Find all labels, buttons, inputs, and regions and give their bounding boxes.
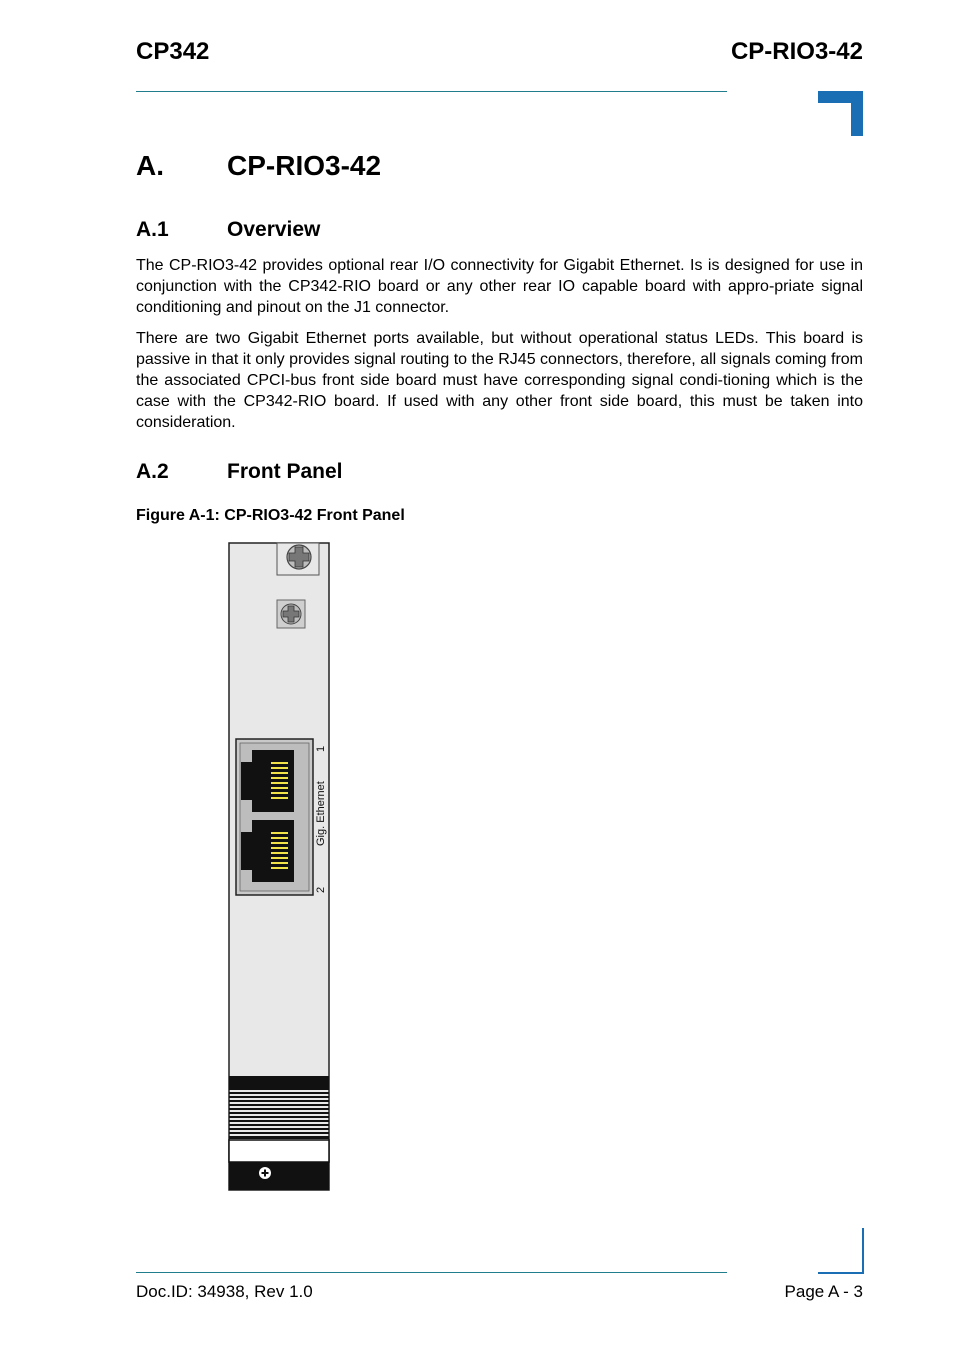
section-heading-front-panel xyxy=(136,460,343,484)
header-rule xyxy=(136,91,727,92)
footer-page-number: Page A - 3 xyxy=(784,1282,863,1301)
paragraph: The CP-RIO3-42 provides optional rear I/O connectivity for Gigabit Ethernet. Is is designed for use in conjunction with the CP342-RIO board or any other rear IO capable board with appro-priate signal conditioning and pinout on the J1 connector. xyxy=(136,257,863,316)
screw-upper-icon xyxy=(277,600,305,628)
footer-rule xyxy=(136,1272,727,1273)
port-1-label: 1 xyxy=(315,745,327,752)
corner-mark-top xyxy=(818,91,863,136)
header-chapter-title: CP-RIO3-42 xyxy=(730,38,863,65)
front-panel-figure xyxy=(225,540,335,1195)
header-product: CP342 xyxy=(136,38,210,65)
port-2-label: 2 xyxy=(315,886,327,893)
section-heading-overview xyxy=(136,218,320,242)
paragraph: There are two Gigabit Ethernet ports available, but without operational status LEDs. This board is passive in that it only provides signal routing to the RJ45 connectors, therefore, all signals coming from the associated CPCI-bus front side board must have corresponding signal condi-tioning which is the case with the CP342-RIO board. If used with any other front side board, this must be taken into consideration. xyxy=(136,330,863,431)
figure-caption: Figure A-1: CP-RIO3-42 Front Panel xyxy=(136,507,405,524)
section-title: Overview xyxy=(227,218,321,241)
corner-mark-bottom xyxy=(818,1228,864,1274)
section-number: A.1 xyxy=(136,218,169,241)
section-title: Front Panel xyxy=(227,460,343,483)
section-number: A.2 xyxy=(136,460,169,483)
ejector-handle xyxy=(229,1076,329,1190)
screw-top-icon xyxy=(277,543,319,575)
handle-screw-icon xyxy=(259,1167,271,1179)
chapter-heading xyxy=(136,150,381,182)
chapter-title: CP-RIO3-42 xyxy=(227,150,382,181)
port-type-label: Gig. Ethernet xyxy=(315,781,327,846)
footer-doc-id: Doc.ID: 34938, Rev 1.0 xyxy=(136,1282,313,1301)
chapter-number: A. xyxy=(136,150,164,181)
